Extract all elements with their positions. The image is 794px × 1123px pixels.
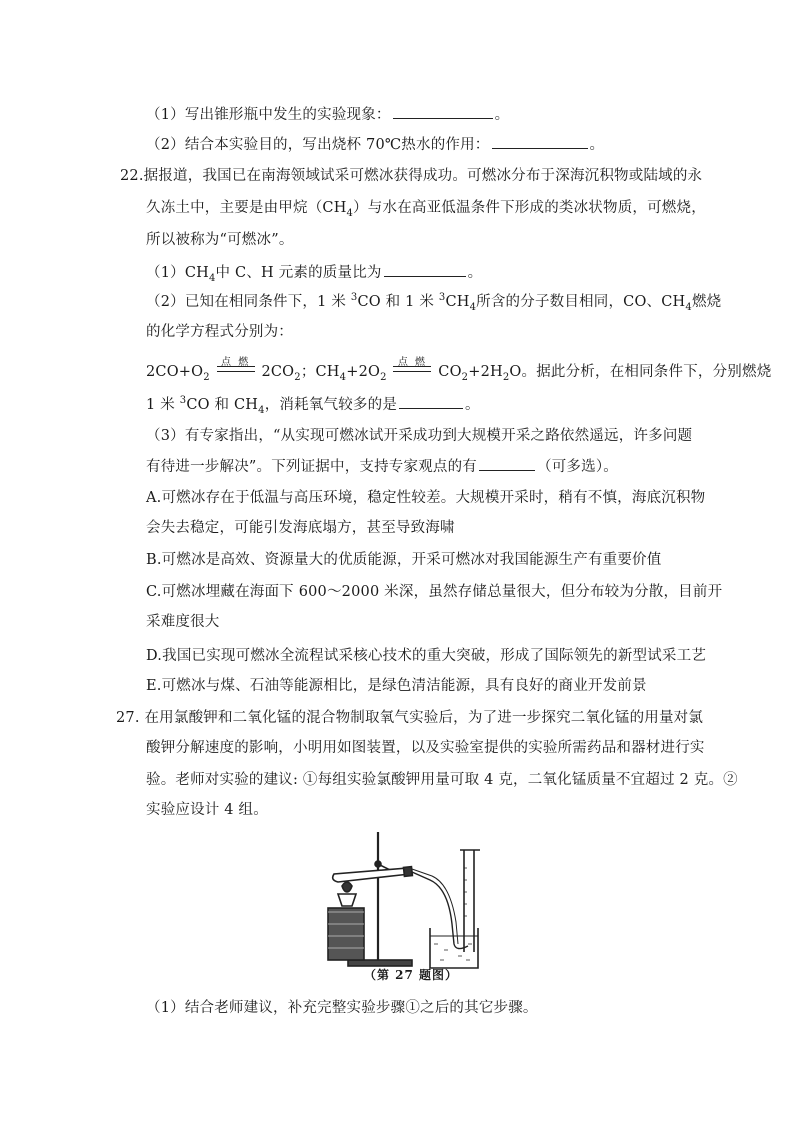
q21-part2-end: 。 bbox=[589, 137, 605, 153]
q21-part1-end: 。 bbox=[494, 107, 510, 123]
q27-line2: 酸钾分解速度的影响，小明用如图装置，以及实验室提供的实验所需药品和器材进行实 bbox=[146, 740, 705, 756]
text: 1 米 bbox=[146, 397, 180, 413]
subscript: 2 bbox=[203, 371, 210, 383]
text: （可多选）。 bbox=[537, 459, 618, 475]
q21-part1-text: （1）写出锥形瓶中发生的实验现象： bbox=[146, 107, 391, 123]
answer-blank[interactable] bbox=[384, 262, 466, 277]
subscript: 4 bbox=[339, 371, 347, 383]
subscript: 4 bbox=[685, 301, 692, 313]
subscript: 4 bbox=[208, 272, 216, 284]
subscript: 2 bbox=[294, 371, 301, 383]
chemical-equations bbox=[146, 357, 772, 383]
text: ；CH bbox=[300, 364, 340, 380]
text: CO 和 CH bbox=[186, 397, 259, 413]
subscript: 4 bbox=[346, 207, 354, 219]
text: 2CO+O bbox=[146, 364, 204, 380]
text: 久冻土中，主要是由甲烷（CH bbox=[146, 200, 347, 216]
graduated-cylinder bbox=[460, 850, 480, 952]
superscript: 3 bbox=[438, 292, 446, 304]
q22-line1: 22.据报道，我国已在南海领域试采可燃冰获得成功。可燃冰分布于深海沉积物或陆域的永 bbox=[120, 168, 703, 184]
text: 有待进一步解决”。下列证据中，支持专家观点的有 bbox=[146, 459, 478, 475]
text: 所含的分子数目相同，CO、CH bbox=[476, 294, 686, 310]
reaction-condition: 点 燃 bbox=[397, 357, 428, 368]
q21-part2 bbox=[146, 134, 604, 155]
q22-line3: 所以被称为“可燃冰”。 bbox=[146, 232, 294, 248]
q22-part3-line2 bbox=[146, 456, 618, 477]
water-trough bbox=[430, 928, 478, 968]
answer-blank[interactable] bbox=[399, 394, 463, 409]
equals-sign bbox=[217, 366, 255, 372]
text: 2CO bbox=[261, 364, 295, 380]
delivery-tube-edge bbox=[412, 869, 458, 944]
oxygen-apparatus-diagram bbox=[320, 828, 480, 988]
stopper bbox=[403, 867, 412, 877]
superscript: 3 bbox=[350, 292, 358, 304]
text: +2O bbox=[346, 364, 381, 380]
delivery-tube bbox=[412, 872, 468, 949]
subscript: 4 bbox=[469, 301, 477, 313]
option-d: D.我国已实现可燃冰全流程试采核心技术的重大突破，形成了国际领先的新型试采工艺 bbox=[146, 648, 707, 664]
q22-part2-line2: 的化学方程式分别为： bbox=[146, 324, 293, 340]
text: CH bbox=[445, 294, 470, 310]
q21-part2-text: （2）结合本实验目的，写出烧杯 70℃热水的作用： bbox=[146, 137, 490, 153]
q22-line2 bbox=[146, 198, 706, 218]
q27-line3: 验。老师对实验的建议: ①每组实验氯酸钾用量可取 4 克，二氧化锰质量不宜超过 2 克。② bbox=[146, 772, 738, 788]
subscript: 2 bbox=[461, 371, 469, 383]
option-b: B.可燃冰是高效、资源量大的优质能源，开采可燃冰对我国能源生产有重要价值 bbox=[146, 552, 662, 568]
test-tube bbox=[333, 868, 410, 882]
text: （1）CH bbox=[146, 265, 209, 281]
reaction-condition: 点 燃 bbox=[221, 357, 251, 368]
option-c-line2: 采难度很大 bbox=[146, 614, 220, 630]
text: CO 和 1 米 bbox=[357, 294, 439, 310]
q22-part3-line1: （3）有专家指出，“从实现可燃冰试开采成功到大规模开采之路依然遥远，许多问题 bbox=[146, 428, 693, 444]
answer-blank[interactable] bbox=[479, 456, 535, 471]
lamp-flame-area bbox=[338, 894, 356, 906]
ignite-arrow bbox=[393, 357, 431, 376]
figure-caption: （第 27 题图） bbox=[364, 968, 459, 982]
superscript: 3 bbox=[179, 395, 187, 407]
option-a-line2: 会失去稳定，可能引发海底塌方，甚至导致海啸 bbox=[146, 520, 455, 536]
text: CO bbox=[438, 364, 462, 380]
subscript: 2 bbox=[380, 371, 387, 383]
q22-part2-line4 bbox=[146, 394, 480, 415]
answer-blank[interactable] bbox=[492, 134, 588, 149]
q27-line4: 实验应设计 4 组。 bbox=[146, 802, 268, 818]
q27-line1: 27. 在用氯酸钾和二氧化锰的混合物制取氧气实验后，为了进一步探究二氧化锰的用量对氯 bbox=[116, 710, 704, 726]
option-a-line1: A.可燃冰存在于低温与高压环境，稳定性较差。大规模开采时，稍有不慎，海底沉积物 bbox=[146, 490, 706, 506]
subscript: 4 bbox=[258, 404, 265, 416]
text: 。 bbox=[465, 397, 480, 413]
text: ，消耗氧气较多的是 bbox=[264, 397, 398, 413]
q22-part1 bbox=[146, 262, 482, 283]
flame-icon bbox=[342, 882, 352, 892]
lamp-block bbox=[328, 908, 364, 960]
option-e: E.可燃冰与煤、石油等能源相比，是绿色清洁能源，具有良好的商业开发前景 bbox=[146, 678, 647, 694]
text: 。 bbox=[467, 265, 483, 281]
option-c-line1: C.可燃冰埋藏在海面下 600～2000 米深，虽然存储总量很大，但分布较为分散，目前开 bbox=[146, 584, 723, 600]
text: +2H bbox=[468, 364, 503, 380]
subscript: 2 bbox=[502, 371, 510, 383]
text: O。据此分析，在相同条件下，分别燃烧 bbox=[509, 364, 772, 380]
ignite-arrow bbox=[217, 357, 255, 376]
equals-sign bbox=[393, 366, 431, 372]
text: ）与水在高亚低温条件下形成的类冰状物质，可燃烧， bbox=[353, 200, 706, 216]
q22-part2-line1 bbox=[146, 292, 721, 312]
text: 燃烧 bbox=[691, 294, 722, 310]
q27-part1: （1）结合老师建议，补充完整实验步骤①之后的其它步骤。 bbox=[146, 1000, 538, 1016]
text: （2）已知在相同条件下，1 米 bbox=[146, 294, 351, 310]
q21-part1 bbox=[146, 104, 509, 125]
answer-blank[interactable] bbox=[393, 104, 493, 119]
text: 中 C、H 元素的质量比为 bbox=[215, 265, 382, 281]
